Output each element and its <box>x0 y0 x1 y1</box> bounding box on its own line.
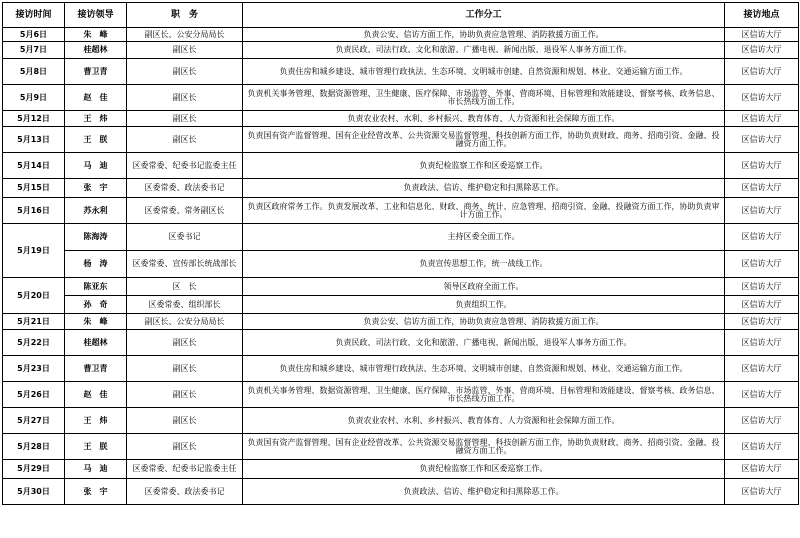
place-cell: 区信访大厅 <box>725 434 799 460</box>
table-row <box>3 408 799 434</box>
table-body <box>3 28 799 505</box>
place-cell: 区信访大厅 <box>725 59 799 85</box>
table-row <box>3 278 799 296</box>
duty-cell: 领导区政府全面工作。 <box>243 278 725 296</box>
duty-cell: 负责国有资产监督管理、国有企业经营改革、公共资源交易监督管理、科技创新方面工作，协助负责财政、商务、招商引资、金融、投融资方面工作。 <box>243 434 725 460</box>
title-cell: 区委常委、宣传部长统战部长 <box>127 251 243 278</box>
duty-cell: 负责政法、信访、维护稳定和扫黑除恶工作。 <box>243 479 725 505</box>
title-cell: 副区长 <box>127 111 243 127</box>
date-cell: 5月30日 <box>3 479 65 505</box>
header-place: 接访地点 <box>725 3 799 28</box>
place-cell: 区信访大厅 <box>725 153 799 179</box>
place-cell: 区信访大厅 <box>725 127 799 153</box>
table-row <box>3 356 799 382</box>
title-cell: 区委常委、政法委书记 <box>127 179 243 198</box>
table-row <box>3 111 799 127</box>
date-cell: 5月22日 <box>3 330 65 356</box>
place-cell: 区信访大厅 <box>725 251 799 278</box>
title-cell: 区委常委、政法委书记 <box>127 479 243 505</box>
title-cell: 副区长 <box>127 408 243 434</box>
leader-cell: 朱 峰 <box>65 314 127 330</box>
table-row <box>3 28 799 42</box>
date-cell: 5月8日 <box>3 59 65 85</box>
duty-cell: 负责农业农村、水利、乡村振兴、教育体育、人力资源和社会保障方面工作。 <box>243 111 725 127</box>
date-cell: 5月26日 <box>3 382 65 408</box>
date-cell: 5月28日 <box>3 434 65 460</box>
leader-cell: 张 宇 <box>65 179 127 198</box>
date-cell: 5月29日 <box>3 460 65 479</box>
place-cell: 区信访大厅 <box>725 382 799 408</box>
title-cell: 区委常委、常务副区长 <box>127 198 243 224</box>
title-cell: 副区长 <box>127 127 243 153</box>
date-cell: 5月7日 <box>3 42 65 59</box>
table-row <box>3 42 799 59</box>
duty-cell: 负责区政府常务工作。负责发展改革、工业和信息化、财政、商务、统计、应急管理、招商引资、金融、投融资方面工作，协助负责审计方面工作。 <box>243 198 725 224</box>
date-cell: 5月9日 <box>3 85 65 111</box>
duty-cell: 负责纪检监察工作和区委巡察工作。 <box>243 153 725 179</box>
table-row <box>3 382 799 408</box>
table-row <box>3 434 799 460</box>
leader-cell: 王 朕 <box>65 434 127 460</box>
table-row <box>3 330 799 356</box>
date-cell: 5月16日 <box>3 198 65 224</box>
table-row <box>3 127 799 153</box>
leader-cell: 马 迪 <box>65 153 127 179</box>
leader-cell: 马 迪 <box>65 460 127 479</box>
place-cell: 区信访大厅 <box>725 296 799 314</box>
place-cell: 区信访大厅 <box>725 28 799 42</box>
place-cell: 区信访大厅 <box>725 314 799 330</box>
title-cell: 副区长 <box>127 382 243 408</box>
table-row <box>3 59 799 85</box>
duty-cell: 主持区委全面工作。 <box>243 224 725 251</box>
leader-cell: 桂超林 <box>65 42 127 59</box>
leader-cell: 曹卫青 <box>65 59 127 85</box>
header-leader: 接访领导 <box>65 3 127 28</box>
place-cell: 区信访大厅 <box>725 330 799 356</box>
place-cell: 区信访大厅 <box>725 42 799 59</box>
duty-cell: 负责组织工作。 <box>243 296 725 314</box>
leader-cell: 桂超林 <box>65 330 127 356</box>
leader-cell: 曹卫青 <box>65 356 127 382</box>
leader-cell: 王 朕 <box>65 127 127 153</box>
duty-cell: 负责纪检监察工作和区委巡察工作。 <box>243 460 725 479</box>
table-row <box>3 198 799 224</box>
duty-cell: 负责宣传思想工作，统一战线工作。 <box>243 251 725 278</box>
title-cell: 副区长 <box>127 434 243 460</box>
date-cell: 5月23日 <box>3 356 65 382</box>
date-cell: 5月12日 <box>3 111 65 127</box>
place-cell: 区信访大厅 <box>725 479 799 505</box>
duty-cell: 负责机关事务管理、数据资源管理、卫生健康、医疗保障、市场监管、外事、营商环境、目标管理和效能建设、督察考核、政务信息、市长热线方面工作。 <box>243 382 725 408</box>
place-cell: 区信访大厅 <box>725 224 799 251</box>
leader-cell: 赵 佳 <box>65 382 127 408</box>
place-cell: 区信访大厅 <box>725 179 799 198</box>
header-date: 接访时间 <box>3 3 65 28</box>
title-cell: 区委常委、纪委书记监委主任 <box>127 460 243 479</box>
leader-cell: 朱 峰 <box>65 28 127 42</box>
place-cell: 区信访大厅 <box>725 408 799 434</box>
date-cell: 5月6日 <box>3 28 65 42</box>
duty-cell: 负责国有资产监督管理、国有企业经营改革、公共资源交易监督管理、科技创新方面工作，协助负责财政、商务、招商引资、金融、投融资方面工作。 <box>243 127 725 153</box>
duty-cell: 负责机关事务管理、数据资源管理、卫生健康、医疗保障、市场监管、外事、营商环境、目标管理和效能建设、督察考核、政务信息、市长热线方面工作。 <box>243 85 725 111</box>
title-cell: 区委常委、组织部长 <box>127 296 243 314</box>
leader-cell: 孙 奇 <box>65 296 127 314</box>
duty-cell: 负责公安、信访方面工作，协助负责应急管理、消防救援方面工作。 <box>243 314 725 330</box>
table-row <box>3 85 799 111</box>
leader-cell: 赵 佳 <box>65 85 127 111</box>
table-row <box>3 479 799 505</box>
leader-cell: 苏永利 <box>65 198 127 224</box>
leader-cell: 张 宇 <box>65 479 127 505</box>
header-duty: 工作分工 <box>243 3 725 28</box>
title-cell: 区委书记 <box>127 224 243 251</box>
place-cell: 区信访大厅 <box>725 460 799 479</box>
title-cell: 副区长 <box>127 85 243 111</box>
date-cell: 5月13日 <box>3 127 65 153</box>
place-cell: 区信访大厅 <box>725 198 799 224</box>
duty-cell: 负责住房和城乡建设、城市管理行政执法、生态环境、文明城市创建、自然资源和规划、林业、交通运输方面工作。 <box>243 59 725 85</box>
date-cell: 5月15日 <box>3 179 65 198</box>
reception-schedule-table <box>2 2 799 505</box>
leader-cell: 陈亚东 <box>65 278 127 296</box>
duty-cell: 负责民政、司法行政、文化和旅游、广播电视、新闻出版、退役军人事务方面工作。 <box>243 42 725 59</box>
date-cell: 5月14日 <box>3 153 65 179</box>
place-cell: 区信访大厅 <box>725 356 799 382</box>
date-cell: 5月27日 <box>3 408 65 434</box>
place-cell: 区信访大厅 <box>725 111 799 127</box>
title-cell: 副区长、公安分局局长 <box>127 28 243 42</box>
duty-cell: 负责住房和城乡建设、城市管理行政执法、生态环境、文明城市创建、自然资源和规划、林业、交通运输方面工作。 <box>243 356 725 382</box>
duty-cell: 负责政法、信访、维护稳定和扫黑除恶工作。 <box>243 179 725 198</box>
table-row <box>3 314 799 330</box>
table-row <box>3 179 799 198</box>
duty-cell: 负责农业农村、水利、乡村振兴、教育体育、人力资源和社会保障方面工作。 <box>243 408 725 434</box>
leader-cell: 陈海涛 <box>65 224 127 251</box>
duty-cell: 负责公安、信访方面工作，协助负责应急管理、消防救援方面工作。 <box>243 28 725 42</box>
header-row <box>3 3 799 28</box>
date-cell: 5月21日 <box>3 314 65 330</box>
table-row <box>3 153 799 179</box>
title-cell: 区委常委、纪委书记监委主任 <box>127 153 243 179</box>
title-cell: 区 长 <box>127 278 243 296</box>
duty-cell: 负责民政、司法行政、文化和旅游、广播电视、新闻出版、退役军人事务方面工作。 <box>243 330 725 356</box>
table-row <box>3 296 799 314</box>
leader-cell: 杨 涛 <box>65 251 127 278</box>
table-row <box>3 251 799 278</box>
title-cell: 副区长 <box>127 59 243 85</box>
date-cell: 5月20日 <box>3 278 65 314</box>
date-cell: 5月19日 <box>3 224 65 278</box>
leader-cell: 王 炜 <box>65 408 127 434</box>
header-title: 职 务 <box>127 3 243 28</box>
title-cell: 副区长 <box>127 330 243 356</box>
leader-cell: 王 炜 <box>65 111 127 127</box>
place-cell: 区信访大厅 <box>725 278 799 296</box>
table-row <box>3 224 799 251</box>
table-row <box>3 460 799 479</box>
title-cell: 副区长、公安分局局长 <box>127 314 243 330</box>
place-cell: 区信访大厅 <box>725 85 799 111</box>
title-cell: 副区长 <box>127 356 243 382</box>
title-cell: 副区长 <box>127 42 243 59</box>
